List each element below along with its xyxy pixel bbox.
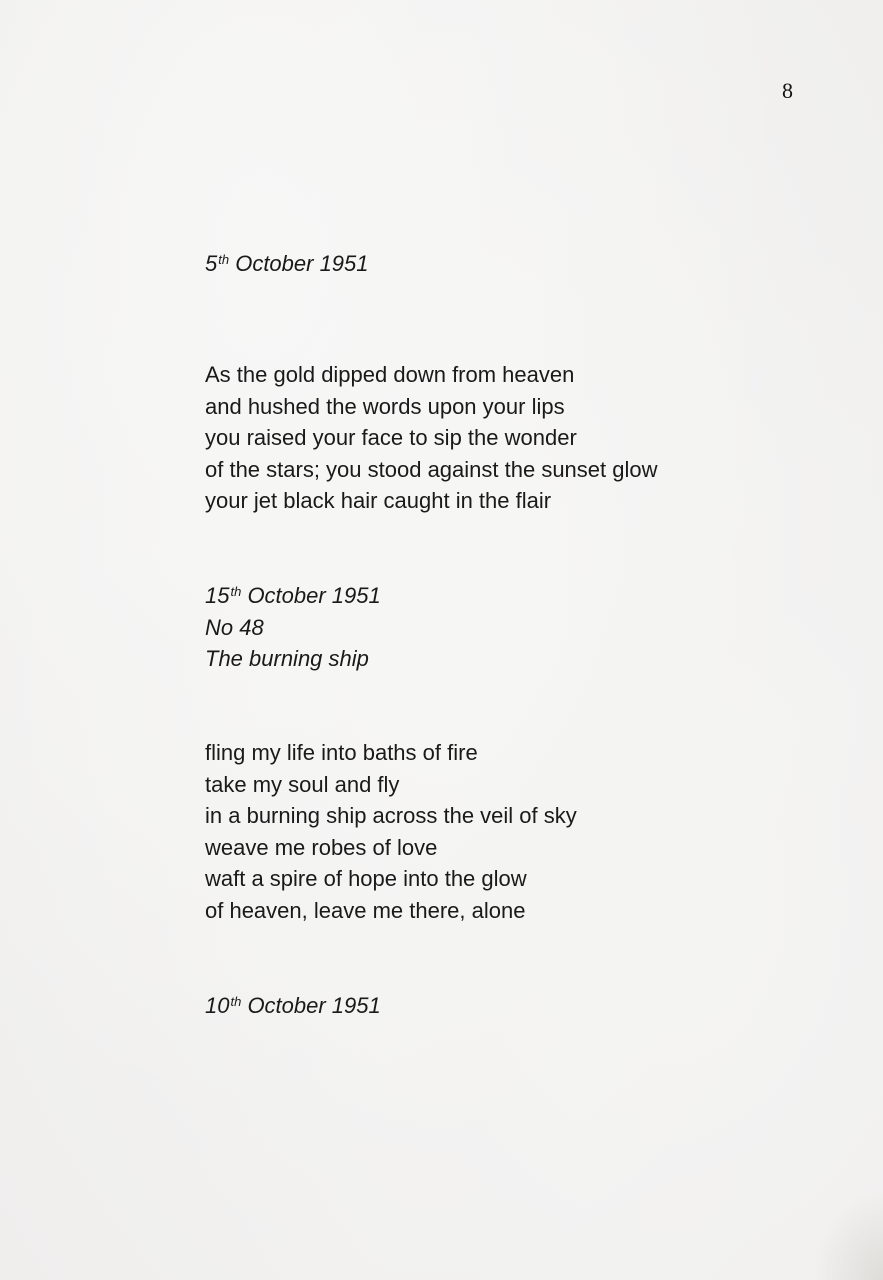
entry-3-date-day: 10 [205, 993, 230, 1018]
page-number: 8 [782, 78, 793, 103]
entry-2-date-day: 15 [205, 583, 230, 608]
poem-line: your jet black hair caught in the flair [205, 488, 552, 513]
entry-3-date-suffix: th [230, 993, 242, 1009]
entry-2-header [205, 580, 381, 675]
entry-2-date-suffix: th [230, 583, 242, 599]
entry-2-title: The burning ship [205, 646, 369, 671]
poem-line: take my soul and fly [205, 771, 400, 797]
entry-2-date [205, 580, 381, 612]
entry-1-date-day: 5 [205, 251, 218, 276]
entry-1-date-suffix: th [218, 251, 230, 267]
paper-corner-wear [813, 1190, 883, 1280]
poem-line: fling my life into baths of fire [205, 740, 478, 765]
entry-2-number: No 48 [205, 614, 264, 640]
poem-line: waft a spire of hope into the glow [205, 866, 527, 891]
entry-1-date [205, 248, 369, 280]
poem-line: of the stars; you stood against the sunset glow [205, 456, 658, 482]
poem-line: of heaven, leave me there, alone [205, 897, 526, 923]
poem-line: weave me robes of love [205, 834, 438, 860]
poem-line: in a burning ship across the veil of sky [205, 803, 577, 828]
poem-line: you raised your face to sip the wonder [205, 425, 577, 450]
entry-1-poem [205, 359, 658, 517]
entry-3-date-rest: October 1951 [241, 993, 381, 1018]
poem-line: As the gold dipped down from heaven [205, 362, 575, 387]
entry-2-poem [205, 737, 577, 926]
entry-2-date-rest: October 1951 [241, 583, 381, 608]
poem-line: and hushed the words upon your lips [205, 393, 565, 419]
entry-3-date [205, 990, 381, 1022]
entry-1-date-rest: October 1951 [229, 251, 369, 276]
